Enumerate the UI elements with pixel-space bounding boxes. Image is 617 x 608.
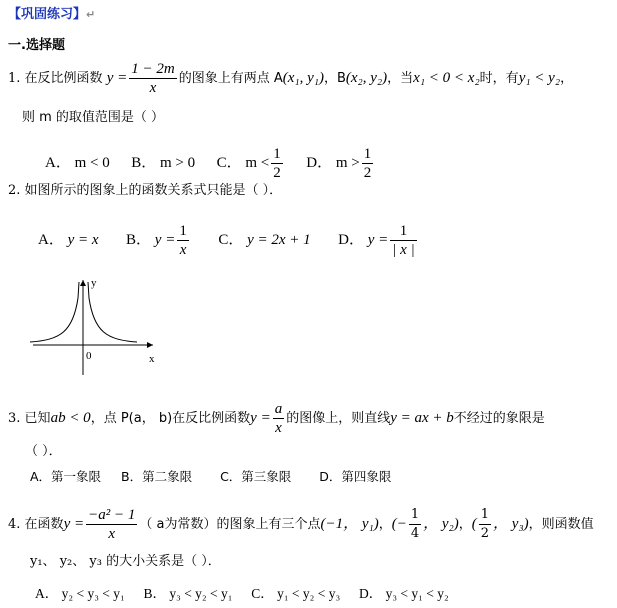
q4-option-c: C． y₁ < y₂ < y₃: [251, 586, 341, 601]
section-header: [8, 3, 95, 22]
q1-option-b: B． m > 0: [131, 154, 196, 171]
q3-option-d: D．第四象限: [319, 469, 392, 484]
q1-option-c: C． m <: [216, 154, 270, 171]
q3-options: [30, 467, 391, 485]
q1-text-a: 在反比例函数: [24, 71, 103, 86]
question-3: 3. 已知ab < 0，点 P(a， b)在反比例函数y = $\frac{a}{x}$ 的图像上，则直线y = ax + b不经过的象限是: [8, 401, 545, 436]
q3-option-a: A．第一象限: [30, 469, 102, 484]
q3-option-b: B．第二象限: [121, 469, 193, 484]
x-axis-arrow: [147, 342, 153, 348]
question-4: 4. 在函数y = $\frac{\text{−a² − 1}}{x}$ （ a为常数）的图象上有三个点(−1， y₁)，(− $\frac{1}{4}$ ， y₂)，( $\frac{1}{2}$ ， y₃)，则函数值: [8, 507, 594, 542]
pilcrow-icon: ↵: [86, 8, 96, 21]
q1-text-b: 的图象上有两点 A: [178, 71, 283, 86]
q1-line-2: 则 m 的取值范围是（ ）: [22, 110, 165, 125]
question-1: 1. 在反比例函数 y = $\frac{1 - 2m}{x}$ 的图象上有两点 A(x₁, y₁)，B(x₂, y₂)，当x₁ < 0 < x₂时，有y₁ < y₂，: [8, 61, 574, 96]
q4-option-b: B． y₃ < y₂ < y₁: [143, 586, 233, 601]
q2-options: A． y = x B． y = $\frac{1}{x}$ C． y = 2x + 1 D． y = $\frac{1}{| x |}$: [38, 223, 415, 258]
q2-option-d: D．: [338, 231, 364, 248]
header-title: 【巩固练习】: [8, 7, 87, 22]
curve-right: [88, 282, 137, 342]
q4-options: [35, 582, 449, 602]
section-title: 一.选择题: [8, 38, 65, 53]
q4-option-d: D． y₃ < y₁ < y₂: [358, 586, 449, 601]
q4-number: 4.: [8, 517, 21, 532]
q1-fraction: $\frac{1 - 2m}{x}$: [131, 61, 175, 96]
question-2: [8, 179, 282, 198]
q2-option-b: B．: [126, 231, 152, 248]
q1-options: A． m < 0 B． m > 0 C． m < $\frac{1}{2}$ D． m > $\frac{1}{2}$: [45, 146, 372, 181]
q4-line-2: y₁、 y₂、 y₃ 的大小关系是（ ）．: [30, 554, 221, 569]
q3-option-c: C．第三象限: [220, 469, 292, 484]
function-graph: [25, 270, 160, 380]
x-axis-label: x: [149, 353, 155, 365]
q3-line-2: （ ）．: [25, 444, 62, 459]
q2-option-c: C．: [218, 231, 244, 248]
y-axis-label: y: [91, 277, 97, 289]
q1-option-a: A． m < 0: [45, 154, 110, 171]
q2-option-a: A．: [38, 231, 64, 248]
curve-left: [30, 282, 79, 342]
q1-number: 1.: [8, 71, 21, 86]
graph-svg: [25, 270, 160, 380]
origin-label: 0: [86, 350, 92, 362]
y-axis-arrow: [80, 280, 86, 286]
q4-option-a: A． y₂ < y₃ < y₁: [35, 586, 125, 601]
q1-option-d: D． m >: [306, 154, 360, 171]
q2-text: 如图所示的图象上的函数关系式只能是（ ）．: [24, 183, 283, 198]
q2-number: 2.: [8, 183, 21, 198]
q3-number: 3.: [8, 411, 21, 426]
